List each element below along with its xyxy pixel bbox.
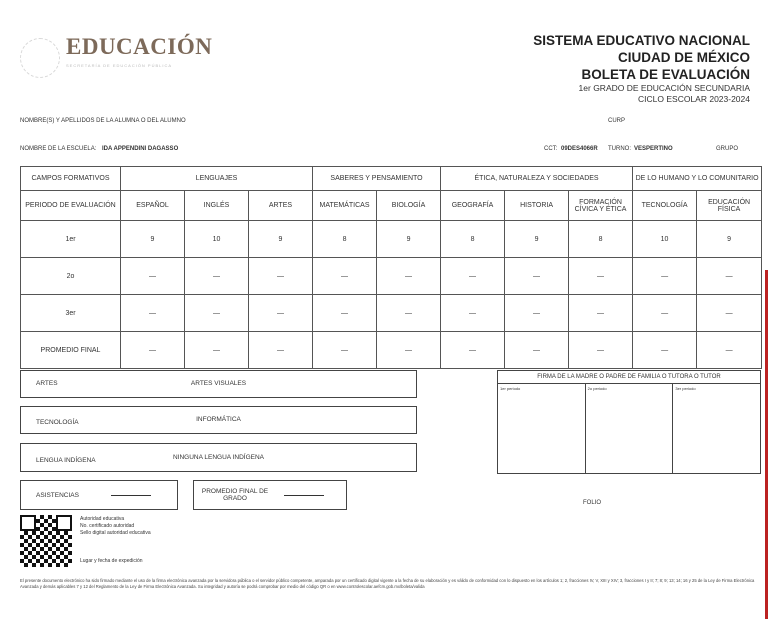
header-line-2: CIUDAD DE MÉXICO — [617, 50, 750, 65]
grade-cell: — — [377, 258, 441, 295]
header-line-3: BOLETA DE EVALUACIÓN — [581, 67, 750, 82]
tecnologia-value: INFORMÁTICA — [196, 416, 241, 423]
asistencias-line — [111, 495, 151, 496]
grade-cell: — — [505, 258, 569, 295]
subject-header: INGLÉS — [185, 191, 249, 221]
subject-header: BIOLOGÍA — [377, 191, 441, 221]
table-row — [21, 332, 762, 369]
grade-cell: 10 — [633, 221, 697, 258]
tecnologia-label: TECNOLOGÍA — [36, 419, 79, 426]
grade-cell: — — [505, 332, 569, 369]
grade-cell: — — [441, 258, 505, 295]
group-saberes: SABERES Y PENSAMIENTO — [313, 167, 441, 191]
school-label: NOMBRE DE LA ESCUELA: — [20, 146, 97, 152]
signature-title: FIRMA DE LA MADRE O PADRE DE FAMILIA O TUTORA O TUTOR — [498, 371, 760, 384]
grade-cell: — — [569, 332, 633, 369]
grade-cell: — — [185, 295, 249, 332]
grade-cell: — — [569, 295, 633, 332]
school-value: IDA APPENDINI DAGASSO — [102, 146, 179, 152]
qr-code — [20, 515, 72, 567]
grade-cell: — — [633, 332, 697, 369]
grade-cell: — — [505, 295, 569, 332]
header-line-1: SISTEMA EDUCATIVO NACIONAL — [533, 33, 750, 48]
authority-block — [80, 516, 151, 537]
authority-line: Sello digital autoridad educativa — [80, 530, 151, 536]
grade-cell: — — [441, 332, 505, 369]
period-label: PROMEDIO FINAL — [21, 332, 121, 369]
subject-header: ARTES — [249, 191, 313, 221]
emblem-icon — [20, 38, 60, 78]
group-etica: ÉTICA, NATURALEZA Y SOCIEDADES — [441, 167, 633, 191]
subject-header: FORMACIÓN CÍVICA Y ÉTICA — [569, 191, 633, 221]
grade-cell: — — [441, 295, 505, 332]
grade-cell: 9 — [121, 221, 185, 258]
logo: EDUCACIÓN — [66, 34, 213, 59]
promedio-grado-label: PROMEDIO FINAL DE GRADO — [201, 488, 269, 502]
subject-header: GEOGRAFÍA — [441, 191, 505, 221]
grade-cell: 8 — [441, 221, 505, 258]
grupo-label: GRUPO — [716, 146, 739, 152]
cct-value: 09DES4066R — [561, 146, 598, 152]
logo-subtitle: SECRETARÍA DE EDUCACIÓN PÚBLICA — [66, 63, 173, 68]
promedio-grado-box — [193, 480, 347, 510]
grade-cell: — — [313, 258, 377, 295]
folio-label: FOLIO — [583, 500, 602, 506]
grade-cell: — — [185, 332, 249, 369]
subject-header: MATEMÁTICAS — [313, 191, 377, 221]
grade-cell: — — [121, 332, 185, 369]
signature-period-1: 1er periodo — [498, 384, 586, 473]
artes-value: ARTES VISUALES — [190, 380, 247, 387]
authority-line: Autoridad educativa — [80, 516, 125, 522]
asistencias-box — [20, 480, 178, 510]
table-row — [21, 221, 762, 258]
cct-label: CCT: — [544, 146, 558, 152]
signature-box — [497, 370, 761, 474]
grade-cell: — — [633, 258, 697, 295]
grade-cell: — — [633, 295, 697, 332]
grade-cell: — — [569, 258, 633, 295]
signature-periods — [498, 384, 760, 473]
legal-footer: El presente documento electrónico ha sido firmado mediante el uso de la firma electrónica avanzada por la servidora pública o el servidor público competente, amparada por un certificado digital vigente a la fecha de su elaboración y es válido de conformidad con lo dispuesto en los artículos 1; 2, fracciones IV, V, XIII y XIV; 3, fracciones I y II; 7; 8; 9; 13; 14; 16 y 25 de la Ley de Firma Electrónica Avanzada y demás aplicables 7 y 12 del Reglamento de la Ley de Firma Electrónica Avanzada. Su integridad y autoría se podrá comprobar por medio del código QR o en www.controlescolar.aefcm.gob.mx/boleta/valida — [20, 578, 755, 589]
curp-label: CURP — [608, 118, 626, 124]
student-name-label: NOMBRE(S) Y APELLIDOS DE LA ALUMNA O DEL ALUMNO — [20, 118, 186, 124]
lugar-fecha-label: Lugar y fecha de expedición — [80, 558, 143, 564]
subject-header: TECNOLOGÍA — [633, 191, 697, 221]
document-header — [533, 32, 750, 105]
lengua-value: NINGUNA LENGUA INDÍGENA — [172, 454, 265, 461]
grade-cell: 9 — [697, 221, 762, 258]
promedio-grado-line — [284, 495, 324, 496]
table-row — [21, 258, 762, 295]
asistencias-label: ASISTENCIAS — [36, 492, 79, 499]
grade-cell: — — [249, 332, 313, 369]
subject-header: ESPAÑOL — [121, 191, 185, 221]
group-humano: DE LO HUMANO Y LO COMUNITARIO — [633, 167, 762, 191]
group-lenguajes: LENGUAJES — [121, 167, 313, 191]
header-line-4: 1er GRADO DE EDUCACIÓN SECUNDARIA — [578, 83, 750, 93]
subjects-row — [21, 191, 762, 221]
header-line-5: CICLO ESCOLAR 2023-2024 — [638, 94, 750, 104]
artes-box — [20, 370, 417, 398]
lengua-label: LENGUA INDÍGENA — [36, 457, 96, 464]
grade-cell: 9 — [249, 221, 313, 258]
grade-cell: — — [121, 295, 185, 332]
grade-cell: — — [377, 332, 441, 369]
period-label: 1er — [21, 221, 121, 258]
grade-cell: 8 — [569, 221, 633, 258]
turno-value: VESPERTINO — [634, 146, 673, 152]
grade-cell: — — [697, 258, 762, 295]
grade-cell: — — [377, 295, 441, 332]
authority-line: No. certificado autoridad — [80, 523, 135, 529]
period-label: 3er — [21, 295, 121, 332]
grade-cell: — — [313, 332, 377, 369]
turno-label: TURNO: — [608, 146, 631, 152]
subject-header: EDUCACIÓN FÍSICA — [697, 191, 762, 221]
grade-cell: — — [121, 258, 185, 295]
artes-label: ARTES — [36, 380, 58, 387]
grade-cell: — — [697, 295, 762, 332]
grade-cell: 10 — [185, 221, 249, 258]
grade-cell: 9 — [377, 221, 441, 258]
subject-header: HISTORIA — [505, 191, 569, 221]
periodo-label: PERIODO DE EVALUACIÓN — [21, 191, 121, 221]
grade-cell: — — [313, 295, 377, 332]
signature-period-2: 2o periodo — [586, 384, 674, 473]
grade-cell: 9 — [505, 221, 569, 258]
grades-table — [20, 166, 762, 369]
period-label: 2o — [21, 258, 121, 295]
table-row — [21, 295, 762, 332]
tecnologia-box — [20, 406, 417, 434]
grade-cell: — — [185, 258, 249, 295]
grade-cell: — — [249, 258, 313, 295]
signature-period-3: 3er periodo — [675, 386, 696, 391]
grade-cell: — — [697, 332, 762, 369]
lengua-box — [20, 443, 417, 472]
campos-label: CAMPOS FORMATIVOS — [21, 167, 121, 191]
campos-row — [21, 167, 762, 191]
grade-cell: — — [249, 295, 313, 332]
grade-cell: 8 — [313, 221, 377, 258]
